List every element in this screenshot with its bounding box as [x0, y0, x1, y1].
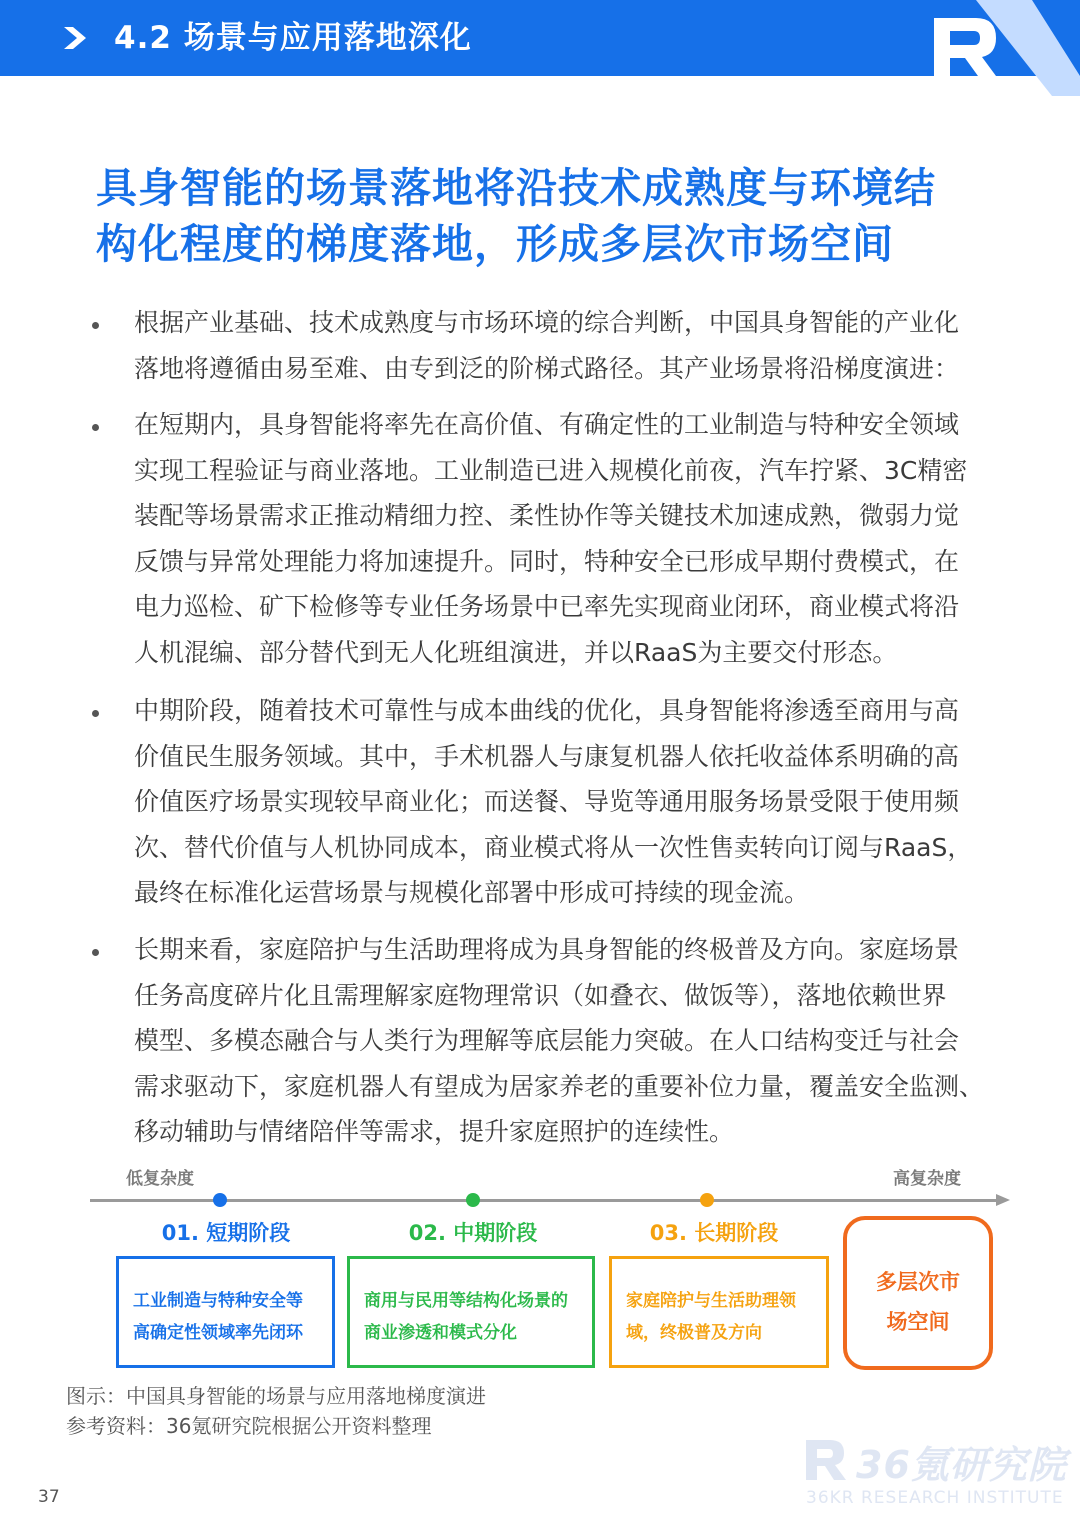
stage-box-line: 家庭陪护与生活助理领 — [626, 1291, 796, 1311]
chevron-right-icon — [62, 24, 88, 52]
bullet-text — [134, 927, 1014, 1155]
watermark-en-text: 36KR RESEARCH INSTITUTE — [806, 1488, 1064, 1508]
stage-box-mid-term — [347, 1256, 595, 1368]
timeline-dot-long-term — [700, 1193, 714, 1207]
bullet-line: 长期来看，家庭陪护与生活助理将成为具身智能的终极普及方向。家庭场景 — [134, 935, 960, 964]
stage-box-line: 商用与民用等结构化场景的 — [364, 1291, 568, 1311]
bullet-line: 在短期内，具身智能将率先在高价值、有确定性的工业制造与特种安全领域 — [134, 410, 960, 439]
timeline-dot-mid-term — [466, 1193, 480, 1207]
stage-box-long-term — [609, 1256, 829, 1368]
stage-label-long-term: 03. 长期阶段 — [649, 1221, 779, 1245]
bullet-line: 最终在标准化运营场景与规模化部署中形成可持续的现金流。 — [134, 878, 810, 908]
stage-box-line: 商业渗透和模式分化 — [364, 1323, 517, 1343]
stage-label-short-term: 01. 短期阶段 — [161, 1221, 291, 1245]
watermark-cn-text: 36氪研究院 — [856, 1443, 1067, 1487]
bullet-line: 人机混编、部分替代到无人化班组演进，并以RaaS为主要交付形态。 — [134, 637, 898, 667]
bullet-line: 装配等场景需求正推动精细力控、柔性协作等关键技术加速成熟，微弱力觉 — [134, 501, 960, 531]
bullet-text — [134, 688, 1014, 916]
bullet-line: 中期阶段，随着技术可靠性与成本曲线的优化，具身智能将渗透至商用与高 — [134, 696, 960, 725]
page-title-line: 构化程度的梯度落地，形成多层次市场空间 — [96, 220, 894, 268]
high-complexity-label: 高复杂度 — [893, 1169, 961, 1189]
low-complexity-label: 低复杂度 — [126, 1169, 194, 1189]
36kr-logo-icon — [920, 0, 1080, 96]
stage-box-line: 域，终极普及方向 — [626, 1323, 762, 1343]
bullet-line: 根据产业基础、技术成熟度与市场环境的综合判断，中国具身智能的产业化 — [134, 308, 960, 337]
page-title-line: 具身智能的场景落地将沿技术成熟度与环境结 — [96, 164, 936, 212]
stage-box-line: 工业制造与特种安全等 — [133, 1291, 303, 1311]
bullet-dot-icon — [92, 949, 99, 956]
stage-box-short-term — [116, 1256, 335, 1368]
stage-label-mid-term: 02. 中期阶段 — [408, 1221, 538, 1245]
bullet-line: 任务高度碎片化且需理解家庭物理常识（如叠衣、做饭等），落地依赖世界 — [134, 980, 947, 1010]
section-header-band — [0, 0, 1080, 76]
bullet-line: 反馈与异常处理能力将加速提升。同时，特种安全已形成早期付费模式，在 — [134, 546, 960, 576]
bullet-dot-icon — [92, 710, 99, 717]
36kr-watermark-logo-icon — [804, 1436, 850, 1482]
multi-level-market-box — [843, 1216, 993, 1370]
bullet-text — [134, 402, 1014, 676]
bullet-line: 次、替代价值与人机协同成本，商业模式将从一次性售卖转向订阅与RaaS， — [134, 832, 973, 862]
page-title — [96, 160, 996, 272]
stage-box-line: 高确定性领域率先闭环 — [133, 1323, 303, 1343]
bullet-line: 电力巡检、矿下检修等专业任务场景中已率先实现商业闭环，商业模式将沿 — [134, 592, 960, 622]
figure-source: 参考资料：36氪研究院根据公开资料整理 — [66, 1414, 432, 1438]
market-box-line: 多层次市 — [876, 1270, 960, 1294]
bullet-line: 移动辅助与情绪陪伴等需求，提升家庭照护的连续性。 — [134, 1117, 735, 1147]
bullet-line: 落地将遵循由易至难、由专到泛的阶梯式路径。其产业场景将沿梯度演进： — [134, 353, 960, 383]
bullet-line: 需求驱动下，家庭机器人有望成为居家养老的重要补位力量，覆盖安全监测、 — [134, 1071, 985, 1101]
watermark — [804, 1434, 1067, 1514]
bullet-line: 模型、多模态融合与人类行为理解等底层能力突破。在人口结构变迁与社会 — [134, 1026, 960, 1056]
timeline-dot-short-term — [213, 1193, 227, 1207]
section-title: 4.2 场景与应用落地深化 — [114, 20, 472, 56]
bullet-line: 价值医疗场景实现较早商业化；而送餐、导览等通用服务场景受限于使用频 — [134, 787, 960, 817]
arrow-right-icon — [996, 1194, 1010, 1206]
bullet-line: 价值民生服务领域。其中，手术机器人与康复机器人依托收益体系明确的高 — [134, 741, 960, 771]
figure-caption: 图示：中国具身智能的场景与应用落地梯度演进 — [66, 1384, 486, 1408]
bullet-text — [134, 300, 1014, 391]
bullet-dot-icon — [92, 322, 99, 329]
market-box-line: 场空间 — [886, 1310, 950, 1334]
bullet-dot-icon — [92, 424, 99, 431]
page-number: 37 — [38, 1487, 60, 1507]
bullet-line: 实现工程验证与商业落地。工业制造已进入规模化前夜，汽车拧紧、3C精密 — [134, 455, 968, 485]
